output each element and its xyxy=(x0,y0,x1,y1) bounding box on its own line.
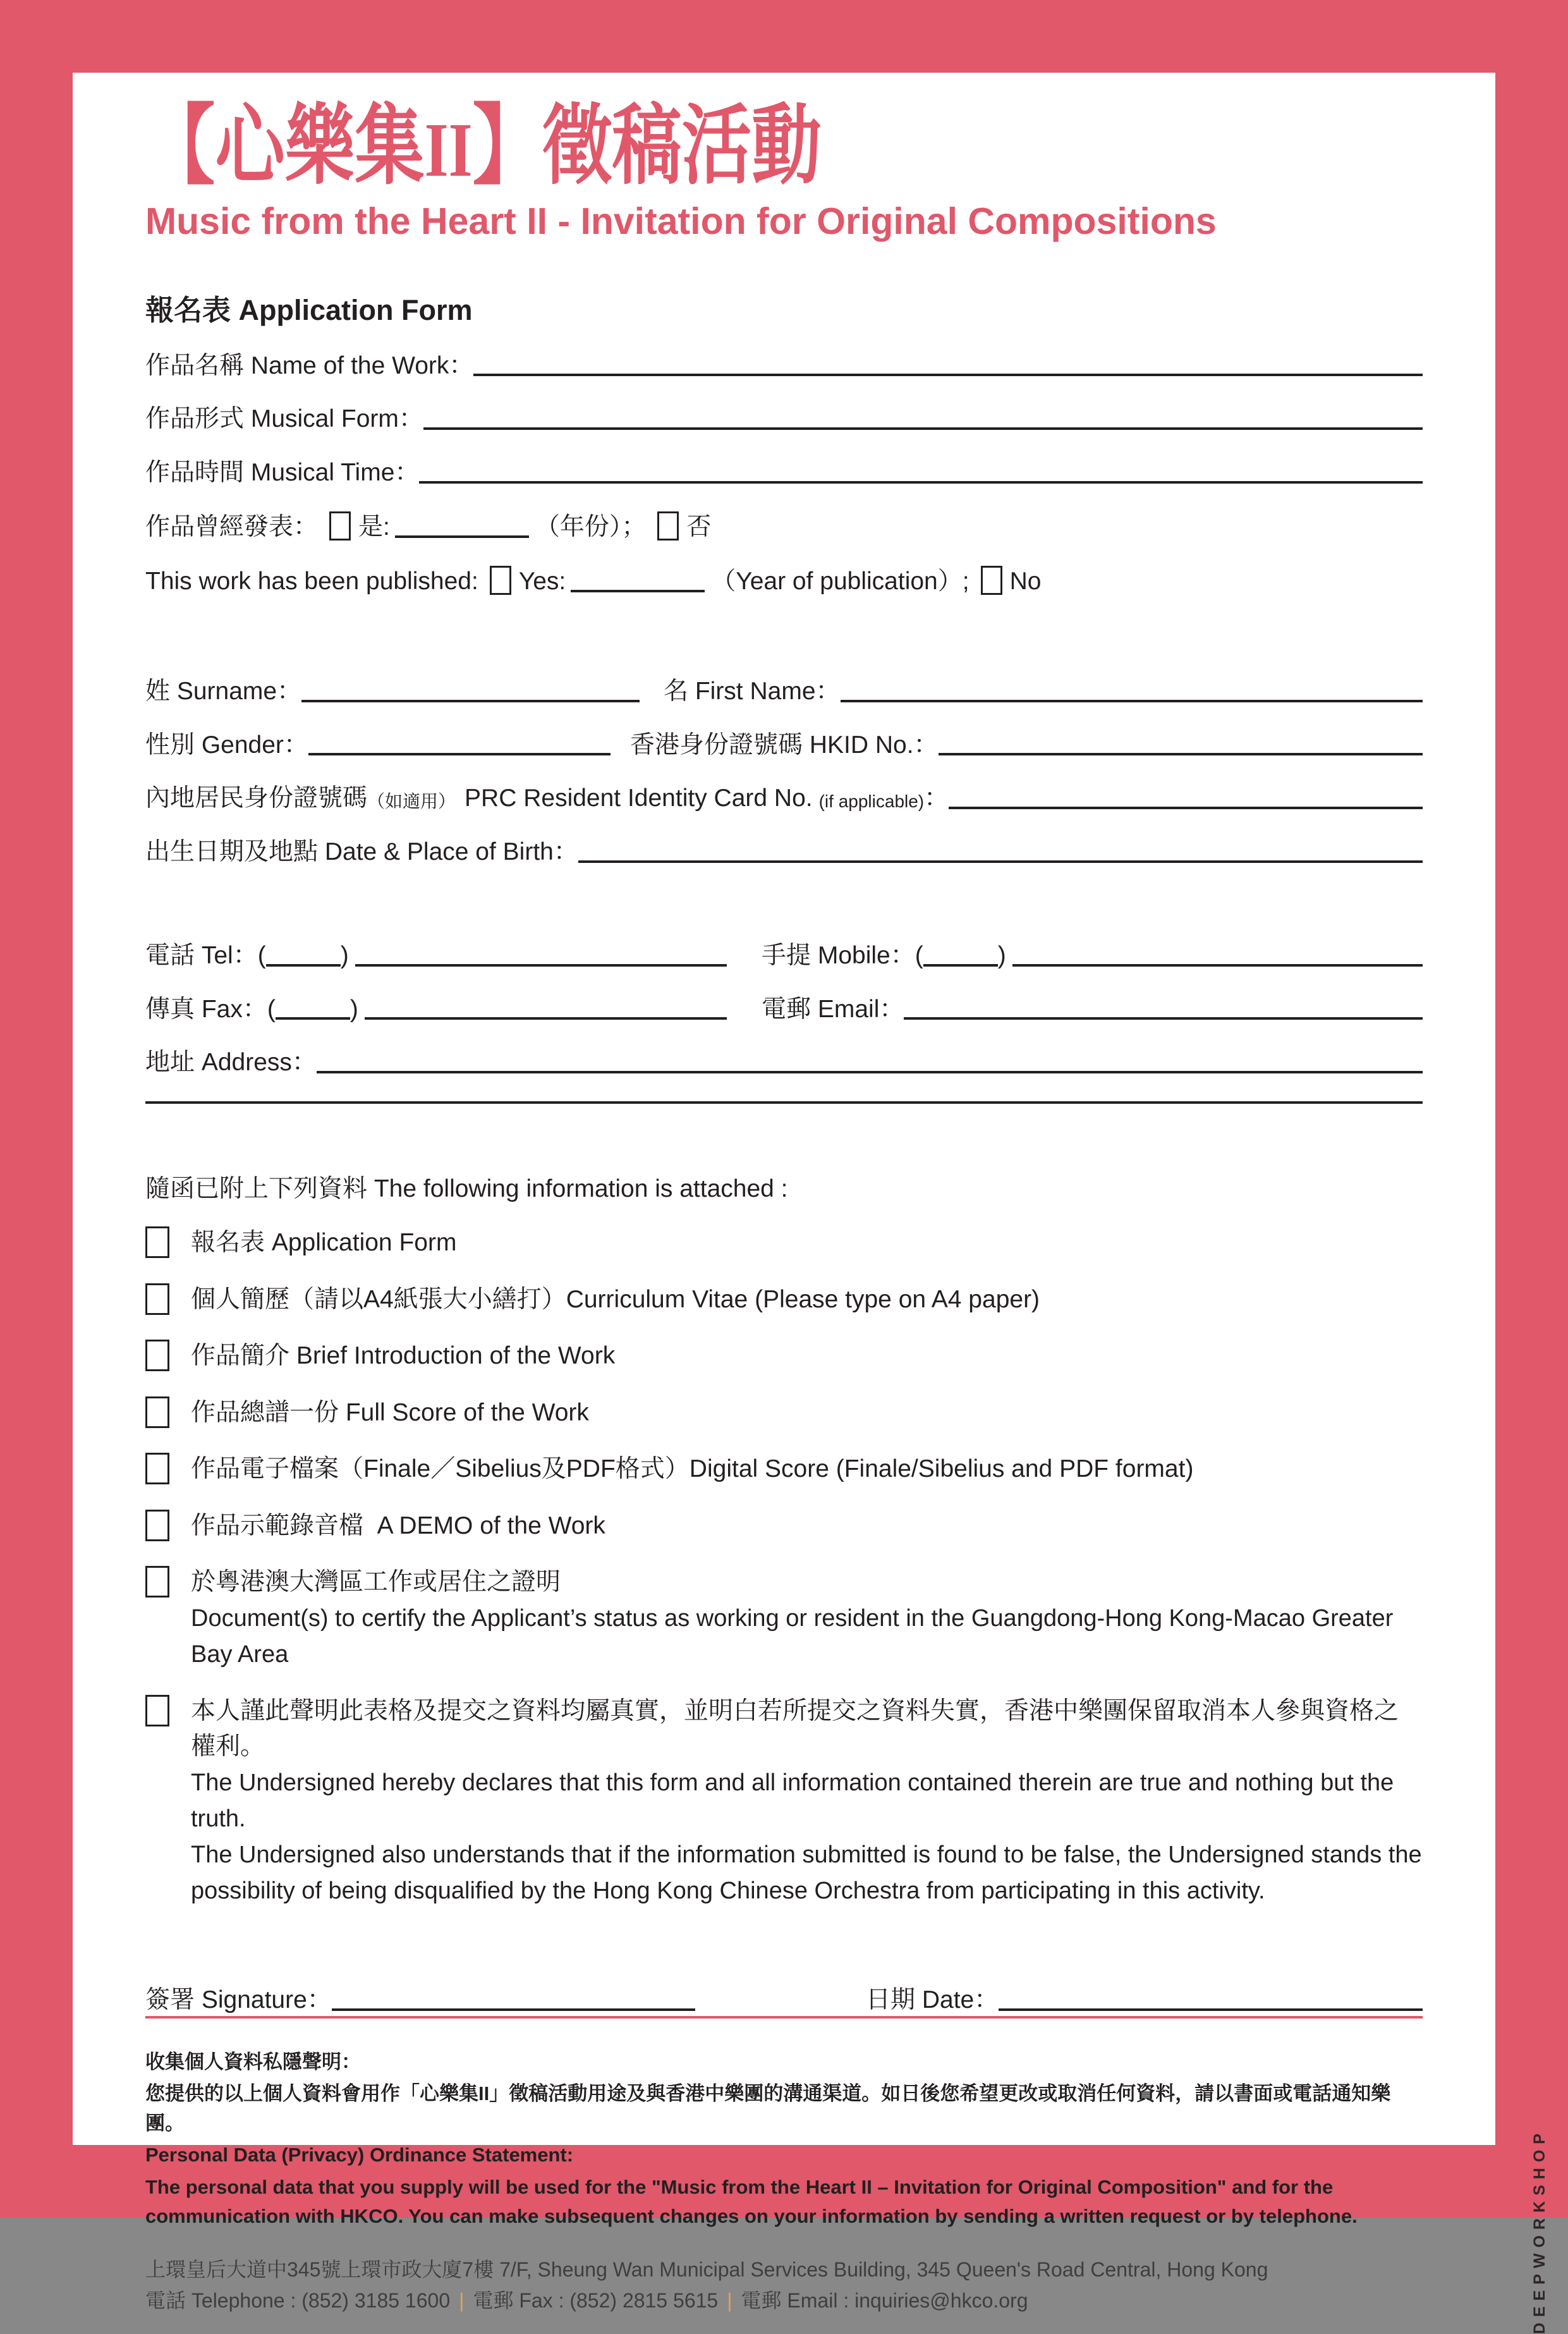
footer-separator: | xyxy=(459,2289,465,2313)
attachment-label: 作品簡介 Brief Introduction of the Work xyxy=(191,1342,616,1370)
declaration-en-2: The Undersigned also understands that if the information submitted is found to be false, the Undersigned stands the possibility of being disqualified by the Hong Kong Chinese Orchestra from participating in this activity. xyxy=(191,1841,1429,1904)
checkbox-gba-proof[interactable] xyxy=(145,1566,169,1598)
work-name-label: 作品名稱 Name of the Work： xyxy=(145,351,474,379)
title-cjk-post: 】徵稿活動 xyxy=(472,97,822,195)
email-label: 電郵 Email： xyxy=(762,995,904,1023)
birth-input-line[interactable] xyxy=(578,860,1423,863)
bottom-block xyxy=(145,2016,1423,2317)
birth-label: 出生日期及地點 Date & Place of Birth： xyxy=(145,838,578,866)
attachment-label: 個人簡歷（請以A4紙張大小繕打）Curriculum Vitae (Please type on A4 paper) xyxy=(191,1285,1040,1313)
attachment-item-cv xyxy=(145,1282,1423,1318)
email-input-line[interactable] xyxy=(904,1017,1423,1020)
musical-form-label: 作品形式 Musical Form： xyxy=(145,405,423,433)
musical-form-input-line[interactable] xyxy=(423,427,1423,430)
footer-address: 上環皇后大道中345號上環市政大廈7樓 7/F, Sheung Wan Municipal Services Building, 345 Queen's Road Central, Hong Kong xyxy=(145,2258,1268,2281)
prc-id-note-cjk: （如適用） xyxy=(367,791,456,812)
mobile-paren-close: ) xyxy=(997,941,1006,969)
tel-paren-close: ) xyxy=(340,941,349,969)
checkbox-cv[interactable] xyxy=(145,1283,169,1315)
musical-time-input-line[interactable] xyxy=(419,481,1423,484)
row-musical-form xyxy=(145,404,1423,435)
date-input-line[interactable] xyxy=(999,2008,1423,2011)
published-year-input-en[interactable] xyxy=(571,590,705,592)
row-surname-firstname xyxy=(145,676,1423,707)
musical-time-label: 作品時間 Musical Time： xyxy=(145,459,420,487)
hkid-input-line[interactable] xyxy=(939,753,1423,755)
attachment-item-full-score xyxy=(145,1395,1423,1431)
checkbox-digital-score[interactable] xyxy=(145,1453,169,1484)
tel-input-line[interactable] xyxy=(355,964,727,967)
mobile-area-input-line[interactable] xyxy=(923,964,998,967)
checkbox-published-no-en[interactable] xyxy=(981,566,1002,595)
row-prc-id xyxy=(145,783,1423,814)
row-tel-mobile xyxy=(145,941,1423,972)
footer-email: 電郵 Email : inquiries@hkco.org xyxy=(741,2289,1028,2313)
published-en-label: This work has been published: xyxy=(145,568,478,596)
footer-contacts xyxy=(145,2285,1423,2317)
row-published-en xyxy=(145,566,1423,597)
declaration-cjk: 本人謹此聲明此表格及提交之資料均屬真實，並明白若所提交之資料失實，香港中樂團保留取消本人參與資格之權利。 xyxy=(191,1697,1399,1761)
address-input-line[interactable] xyxy=(317,1071,1423,1073)
attachment-label: 作品電子檔案（Finale／Sibelius及PDF格式）Digital Score (Finale/Sibelius and PDF format) xyxy=(191,1455,1194,1483)
row-musical-time xyxy=(145,458,1423,489)
privacy-body-cjk: 您提供的以上個人資料會用作「心樂集II」徵稿活動用途及與香港中樂團的溝通渠道。如日後您希望更改或取消任何資料，請以書面或電話通知樂團。 xyxy=(145,2082,1391,2134)
signature-label: 簽署 Signature： xyxy=(145,1986,332,2013)
fax-paren-close: ) xyxy=(349,995,358,1023)
prc-id-colon: ： xyxy=(924,785,949,812)
attachment-item-demo xyxy=(145,1508,1423,1544)
surname-input-line[interactable] xyxy=(301,700,640,702)
fax-input-line[interactable] xyxy=(365,1017,727,1020)
address-label: 地址 Address： xyxy=(145,1049,317,1077)
privacy-heading-cjk: 收集個人資料私隱聲明： xyxy=(145,2050,361,2073)
privacy-body-en: The personal data that you supply will be used for the "Music from the Heart II – Invitation for Original Composition" and for the communication with HKCO. You can make subsequent changes on your information by sending a written request or by telephone. xyxy=(145,2175,1358,2228)
checkbox-declaration[interactable] xyxy=(145,1695,169,1726)
gender-label: 性別 Gender： xyxy=(145,731,308,759)
prc-id-input-line[interactable] xyxy=(949,807,1423,809)
row-address xyxy=(145,1048,1423,1078)
fax-area-input-line[interactable] xyxy=(276,1017,350,1020)
published-en-year-note: （Year of publication）; xyxy=(711,568,969,596)
checkbox-published-no-cjk[interactable] xyxy=(657,511,679,541)
attachment-item-application-form xyxy=(145,1225,1423,1261)
published-en-yes-label: Yes: xyxy=(518,568,566,596)
published-en-no-label: No xyxy=(1009,568,1042,596)
fax-label: 傳真 Fax：( xyxy=(145,995,276,1023)
attachments-heading: 隨函已附上下列資料 The following information is attached : xyxy=(145,1175,788,1203)
row-fax-email xyxy=(145,994,1423,1025)
footer-contact-block xyxy=(145,2254,1423,2317)
published-cjk-yes-label: 是: xyxy=(358,513,390,541)
gender-input-line[interactable] xyxy=(308,753,611,755)
attachment-label: 作品示範錄音檔 A DEMO of the Work xyxy=(191,1512,605,1539)
attachment-label-cjk: 於粵港澳大灣區工作或居住之證明 xyxy=(191,1568,561,1596)
row-published-cjk xyxy=(145,511,1423,543)
row-birth xyxy=(145,837,1423,868)
watermark-text: DEEPWORKSHOP xyxy=(1531,2128,1548,2334)
row-signature-date xyxy=(145,1985,1423,2016)
footer-telephone: 電話 Telephone : (852) 3185 1600 xyxy=(145,2289,451,2313)
first-name-input-line[interactable] xyxy=(841,700,1423,702)
prc-id-label-en: PRC Resident Identity Card No. xyxy=(465,785,813,812)
prc-id-note-en: (if applicable) xyxy=(818,791,925,812)
footer-fax: 電郵 Fax : (852) 2815 5615 xyxy=(473,2289,719,2313)
attachment-item-brief-intro xyxy=(145,1338,1423,1374)
tel-label: 電話 Tel：( xyxy=(145,941,266,969)
published-cjk-no-label: 否 xyxy=(686,513,712,541)
date-label: 日期 Date： xyxy=(866,1986,999,2013)
published-year-input-cjk[interactable] xyxy=(395,535,529,538)
attachment-label-en: Document(s) to certify the Applicant’s status as working or resident in the Guangdong-Hong Kong-Macao Greater Bay Area xyxy=(191,1604,1400,1668)
attachment-label: 報名表 Application Form xyxy=(191,1229,457,1257)
title-roman-numeral: II xyxy=(424,107,473,193)
application-form-sheet xyxy=(73,73,1495,2313)
privacy-statement xyxy=(145,2048,1423,2232)
form-heading: 報名表 Application Form xyxy=(145,293,473,326)
mobile-input-line[interactable] xyxy=(1012,964,1423,967)
checkbox-demo[interactable] xyxy=(145,1510,169,1541)
surname-label: 姓 Surname： xyxy=(145,677,302,705)
footer-separator: | xyxy=(727,2289,732,2313)
work-name-input-line[interactable] xyxy=(473,374,1423,376)
checkbox-published-yes-en[interactable] xyxy=(490,566,511,595)
page-title-cjk xyxy=(145,97,1167,195)
address-input-line-2[interactable] xyxy=(145,1101,1423,1104)
attachment-item-gba-proof xyxy=(145,1565,1423,1673)
title-cjk-pre: 【心樂集 xyxy=(145,97,425,195)
published-cjk-year-note: （年份）； xyxy=(535,513,647,541)
hkid-label: 香港身份證號碼 HKID No.： xyxy=(630,731,939,759)
pink-divider-line xyxy=(145,2016,1423,2019)
row-address-overflow xyxy=(145,1101,1423,1109)
prc-id-label-cjk: 內地居民身份證號碼 xyxy=(145,785,368,812)
attachment-item-declaration xyxy=(145,1694,1429,1909)
attachment-item-digital-score xyxy=(145,1451,1423,1488)
attachment-label: 作品總譜一份 Full Score of the Work xyxy=(191,1398,589,1426)
signature-input-line[interactable] xyxy=(332,2008,695,2011)
page-title-en: Music from the Heart II - Invitation for Original Compositions xyxy=(145,200,1217,242)
declaration-en-1: The Undersigned hereby declares that this form and all information contained therein are true and nothing but the truth. xyxy=(191,1769,1401,1832)
checkbox-brief-intro[interactable] xyxy=(145,1340,169,1371)
checkbox-application-form[interactable] xyxy=(145,1226,169,1258)
privacy-heading-en: Personal Data (Privacy) Ordinance Statement: xyxy=(145,2144,574,2166)
published-cjk-label: 作品曾經發表： xyxy=(145,513,319,541)
mobile-label: 手提 Mobile：( xyxy=(762,941,923,969)
checkbox-full-score[interactable] xyxy=(145,1396,169,1428)
checkbox-published-yes-cjk[interactable] xyxy=(329,511,351,541)
first-name-label: 名 First Name： xyxy=(664,677,841,705)
row-gender-hkid xyxy=(145,730,1423,761)
tel-area-input-line[interactable] xyxy=(266,964,341,967)
row-work-name xyxy=(145,351,1423,382)
